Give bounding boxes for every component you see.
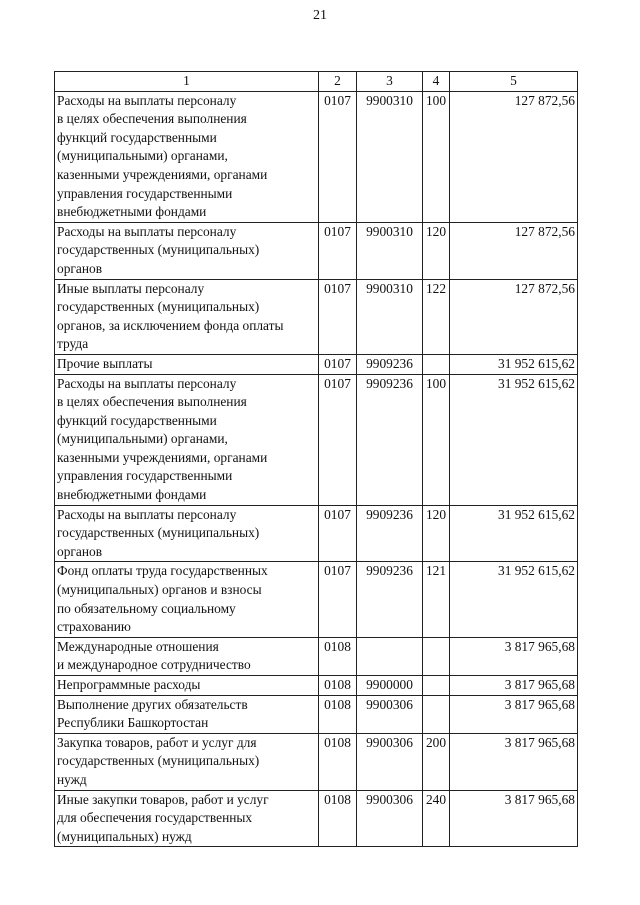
row-amount: 127 872,56 [450,279,578,354]
row-expense-type: 121 [423,562,450,637]
row-section-code: 0107 [319,374,357,505]
row-name: Международные отношения и международное сотрудничество [55,637,319,675]
table-row [55,733,578,790]
row-amount: 127 872,56 [450,222,578,279]
row-expense-type [423,695,450,733]
row-expense-type: 100 [423,91,450,222]
row-section-code: 0108 [319,733,357,790]
row-target-code: 9900306 [357,733,423,790]
row-name: Иные выплаты персоналу государственных (муниципальных) органов, за исключением фонда оплаты труда [55,279,319,354]
table-row [55,790,578,847]
row-name: Расходы на выплаты персоналу государственных (муниципальных) органов [55,505,319,562]
row-name: Прочие выплаты [55,354,319,374]
row-amount: 31 952 615,62 [450,505,578,562]
row-expense-type: 100 [423,374,450,505]
row-section-code: 0108 [319,637,357,675]
row-name: Непрограммные расходы [55,676,319,696]
row-expense-type: 240 [423,790,450,847]
row-section-code: 0107 [319,562,357,637]
header-col-3: 3 [357,72,423,92]
row-expense-type [423,676,450,696]
row-target-code: 9900306 [357,790,423,847]
row-section-code: 0107 [319,354,357,374]
row-amount: 3 817 965,68 [450,790,578,847]
table-row [55,222,578,279]
row-target-code: 9909236 [357,505,423,562]
row-expense-type: 200 [423,733,450,790]
row-amount: 3 817 965,68 [450,695,578,733]
page-number: 21 [313,8,327,23]
table-row [55,637,578,675]
row-name: Расходы на выплаты персоналу в целях обеспечения выполнения функций государственными (муниципальными) органами, казенными учреждениями, органами управления государственными внебюджетными фондами [55,91,319,222]
row-name: Фонд оплаты труда государственных (муниципальных) органов и взносы по обязательному социальному страхованию [55,562,319,637]
row-section-code: 0107 [319,279,357,354]
row-target-code: 9900310 [357,279,423,354]
table-row [55,279,578,354]
row-target-code: 9900310 [357,91,423,222]
table-row [55,562,578,637]
table-header-row [55,72,578,92]
row-target-code: 9900310 [357,222,423,279]
table-row [55,695,578,733]
row-section-code: 0107 [319,505,357,562]
row-amount: 31 952 615,62 [450,374,578,505]
row-target-code: 9900306 [357,695,423,733]
row-amount: 3 817 965,68 [450,733,578,790]
row-section-code: 0108 [319,695,357,733]
header-col-5: 5 [450,72,578,92]
header-col-2: 2 [319,72,357,92]
row-expense-type: 120 [423,222,450,279]
row-target-code: 9909236 [357,374,423,505]
row-target-code [357,637,423,675]
row-expense-type: 120 [423,505,450,562]
row-expense-type [423,637,450,675]
header-col-1: 1 [55,72,319,92]
row-target-code: 9900000 [357,676,423,696]
row-name: Выполнение других обязательств Республики Башкортостан [55,695,319,733]
row-section-code: 0107 [319,91,357,222]
row-name: Иные закупки товаров, работ и услуг для обеспечения государственных (муниципальных) нужд [55,790,319,847]
row-expense-type [423,354,450,374]
table-row [55,505,578,562]
row-amount: 3 817 965,68 [450,676,578,696]
table-row [55,374,578,505]
row-section-code: 0108 [319,676,357,696]
row-amount: 31 952 615,62 [450,354,578,374]
table-row [55,91,578,222]
row-target-code: 9909236 [357,562,423,637]
row-target-code: 9909236 [357,354,423,374]
row-name: Расходы на выплаты персоналу в целях обеспечения выполнения функций государственными (муниципальными) органами, казенными учреждениями, органами управления государственными внебюджетными фондами [55,374,319,505]
row-expense-type: 122 [423,279,450,354]
table-row [55,354,578,374]
row-name: Закупка товаров, работ и услуг для государственных (муниципальных) нужд [55,733,319,790]
row-amount: 3 817 965,68 [450,637,578,675]
table-row [55,676,578,696]
header-col-4: 4 [423,72,450,92]
budget-table [54,71,578,847]
row-amount: 127 872,56 [450,91,578,222]
row-amount: 31 952 615,62 [450,562,578,637]
row-section-code: 0108 [319,790,357,847]
row-name: Расходы на выплаты персоналу государственных (муниципальных) органов [55,222,319,279]
row-section-code: 0107 [319,222,357,279]
